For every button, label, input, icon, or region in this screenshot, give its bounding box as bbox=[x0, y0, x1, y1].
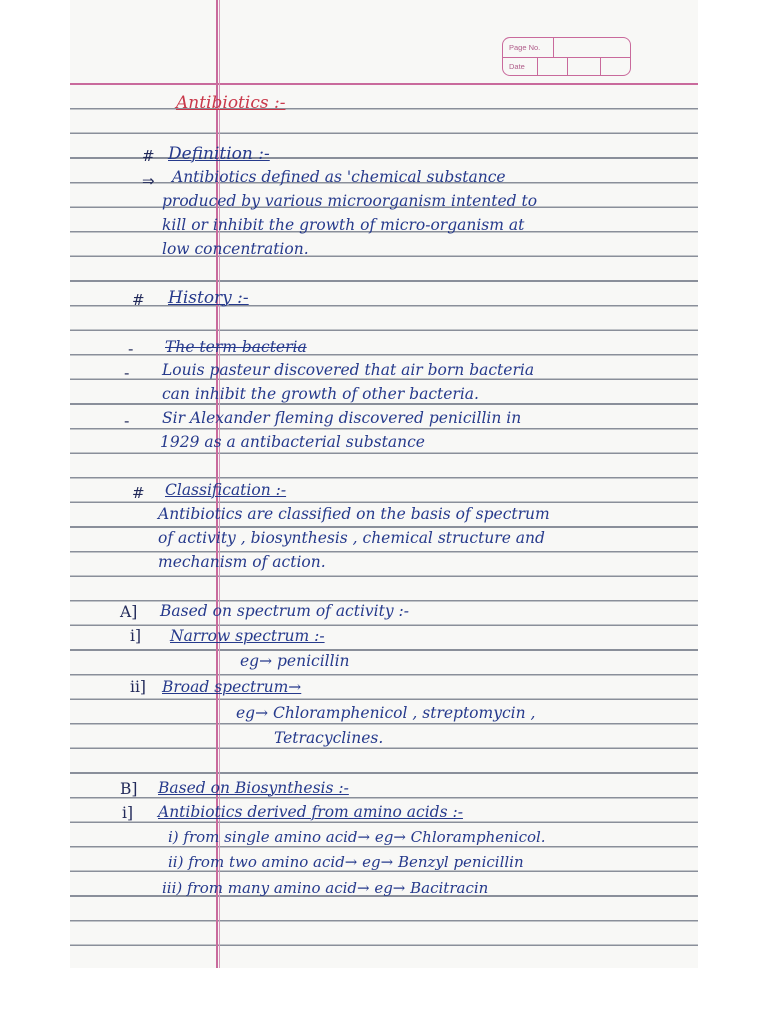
section-b-marker: B] bbox=[120, 780, 138, 798]
page-no-label: Page No. bbox=[509, 43, 541, 52]
classification-heading: Classification :- bbox=[165, 481, 287, 499]
broad-spectrum-example: eg→ Chloramphenicol , streptomycin , bbox=[236, 704, 536, 722]
page-date-box bbox=[502, 37, 631, 76]
amino-acid-subitem: ii) from two amino acid→ eg→ Benzyl penicillin bbox=[168, 853, 524, 871]
narrow-spectrum-heading: Narrow spectrum :- bbox=[170, 627, 325, 645]
history-item: Louis pasteur discovered that air born bacteria bbox=[162, 361, 535, 379]
hash-bullet: # bbox=[132, 291, 145, 309]
amino-acid-heading: Antibiotics derived from amino acids :- bbox=[158, 803, 463, 821]
history-heading: History :- bbox=[168, 288, 249, 308]
broad-spectrum-example: Tetracyclines. bbox=[274, 729, 384, 747]
history-item-continued: 1929 as a antibacterial substance bbox=[160, 433, 425, 451]
definition-heading: Definition :- bbox=[168, 144, 270, 164]
classification-line: Antibiotics are classified on the basis of spectrum bbox=[158, 505, 550, 523]
page-title: Antibiotics :- bbox=[176, 93, 286, 113]
dash-bullet: - bbox=[124, 364, 130, 382]
dash-bullet: - bbox=[128, 340, 134, 358]
section-a-marker: A] bbox=[120, 603, 138, 621]
definition-line: Antibiotics defined as 'chemical substance bbox=[172, 168, 506, 186]
page-bottom-blank bbox=[0, 968, 768, 1024]
section-a-i-marker: i] bbox=[130, 627, 142, 645]
definition-line: kill or inhibit the growth of micro-organism at bbox=[162, 216, 525, 234]
page-no-row bbox=[503, 38, 630, 58]
hash-bullet: # bbox=[132, 484, 145, 502]
arrow-bullet: ⇒ bbox=[142, 172, 155, 190]
section-a-heading: Based on spectrum of activity :- bbox=[160, 602, 410, 620]
section-b-heading: Based on Biosynthesis :- bbox=[158, 779, 349, 797]
classification-line: of activity , biosynthesis , chemical structure and bbox=[158, 529, 545, 547]
dash-bullet: - bbox=[124, 412, 130, 430]
definition-line: low concentration. bbox=[162, 240, 309, 258]
amino-acid-subitem: iii) from many amino acid→ eg→ Bacitracin bbox=[162, 879, 489, 897]
date-label: Date bbox=[509, 62, 525, 71]
broad-spectrum-heading: Broad spectrum→ bbox=[162, 678, 302, 696]
definition-line: produced by various microorganism intented to bbox=[162, 192, 538, 210]
narrow-spectrum-example: eg→ penicillin bbox=[240, 652, 350, 670]
header-rule bbox=[70, 83, 698, 85]
amino-acid-subitem: i) from single amino acid→ eg→ Chloramphenicol. bbox=[168, 828, 546, 846]
history-item: The term bacteria bbox=[165, 338, 307, 356]
history-item: Sir Alexander fleming discovered penicillin in bbox=[162, 409, 522, 427]
section-a-ii-marker: ii] bbox=[130, 678, 146, 696]
hash-bullet: # bbox=[142, 147, 155, 165]
date-row bbox=[503, 57, 630, 76]
classification-line: mechanism of action. bbox=[158, 553, 326, 571]
history-item-continued: can inhibit the growth of other bacteria. bbox=[162, 385, 479, 403]
section-b-i-marker: i] bbox=[122, 804, 134, 822]
